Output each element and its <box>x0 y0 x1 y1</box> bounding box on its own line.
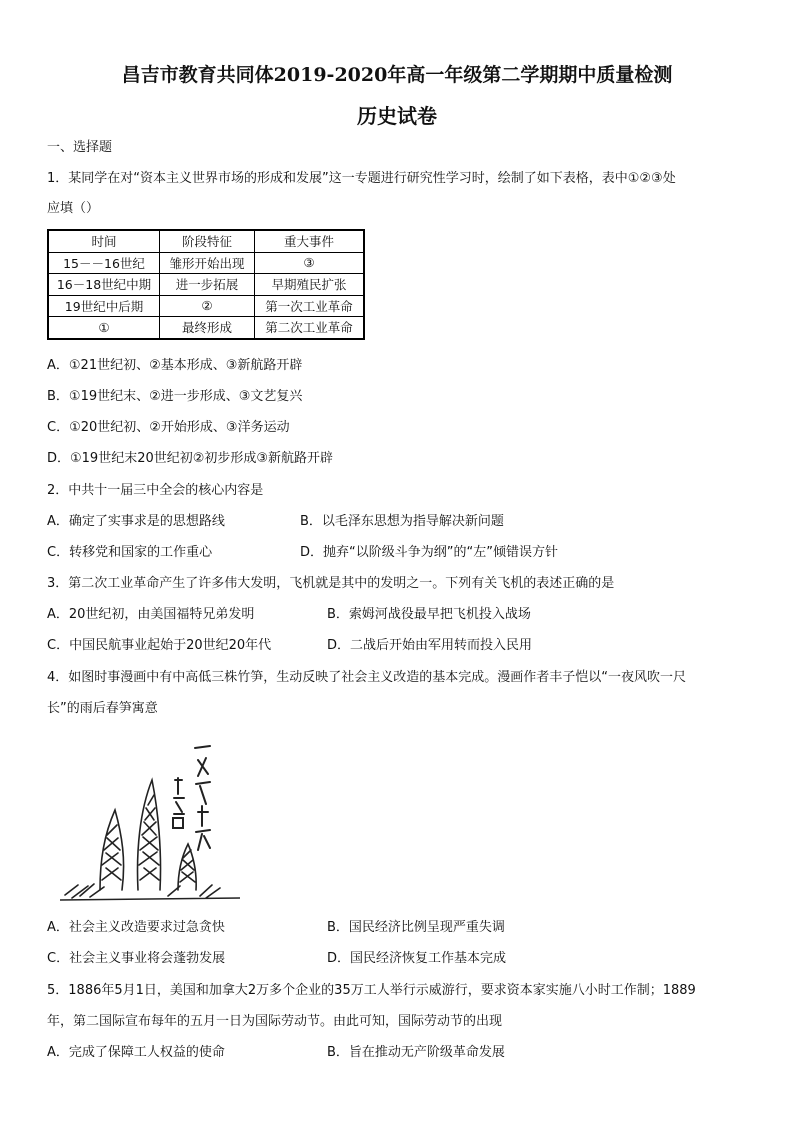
exam-subtitle: 历史试卷 <box>357 104 437 128</box>
q3-option-b[interactable]: B．索姆河战役最早把飞机投入战场 <box>327 607 531 622</box>
q1-option-c[interactable]: C．①20世纪初、②开始形成、③洋务运动 <box>47 420 290 435</box>
q3-option-a[interactable]: A．20世纪初，由美国福特兄弟发明 <box>47 607 255 622</box>
table-row <box>48 252 364 274</box>
table-cell: 15－－16世纪 <box>48 252 160 274</box>
q2-option-a[interactable]: A．确定了实事求是的思想路线 <box>47 514 225 529</box>
q1-option-d[interactable]: D．①19世纪末20世纪初②初步形成③新航路开辟 <box>47 451 334 466</box>
table-cell: ③ <box>255 252 365 274</box>
q4-option-d[interactable]: D．国民经济恢复工作基本完成 <box>327 951 507 966</box>
calligraphy-mark <box>173 746 210 850</box>
q1-option-b[interactable]: B．①19世纪末、②进一步形成、③文艺复兴 <box>47 389 303 404</box>
q1-table <box>47 229 365 340</box>
q2-option-c[interactable]: C．转移党和国家的工作重心 <box>47 545 213 560</box>
q4-option-c[interactable]: C．社会主义事业将会蓬勃发展 <box>47 951 226 966</box>
table-cell: 第一次工业革命 <box>255 295 365 317</box>
bamboo-shoots-drawing <box>60 780 240 900</box>
q1-stem-line2: 应填（） <box>47 201 100 216</box>
table-header-cell: 阶段特征 <box>160 230 255 252</box>
table-header-cell: 时间 <box>48 230 160 252</box>
table-cell: 最终形成 <box>160 317 255 339</box>
q4-stem-line1: 4．如图时事漫画中有中高低三株竹笋，生动反映了社会主义改造的基本完成。漫画作者丰子恺以“一夜风吹一尺 <box>47 670 687 685</box>
q5-option-b[interactable]: B．旨在推动无产阶级革命发展 <box>327 1045 505 1060</box>
table-cell: 早期殖民扩张 <box>255 274 365 296</box>
q5-stem-line2: 年，第二国际宣布每年的五月一日为国际劳动节。由此可知，国际劳动节的出现 <box>47 1014 503 1029</box>
q2-stem: 2．中共十一届三中全会的核心内容是 <box>47 483 264 498</box>
q1-stem-line1: 1．某同学在对“资本主义世界市场的形成和发展”这一专题进行研究性学习时，绘制了如下表格，表中①②③处 <box>47 171 676 186</box>
q5-option-a[interactable]: A．完成了保障工人权益的使命 <box>47 1045 225 1060</box>
table-cell: ① <box>48 317 160 339</box>
table-header-cell: 重大事件 <box>255 230 365 252</box>
table-row <box>48 274 364 296</box>
table-header-row <box>48 230 364 252</box>
q5-stem-line1: 5．1886年5月1日，美国和加拿大2万多个企业的35万工人举行示威游行，要求资本家实施八小时工作制；1889 <box>47 983 696 998</box>
q3-option-d[interactable]: D．二战后开始由军用转而投入民用 <box>327 638 533 653</box>
table-cell: 进一步拓展 <box>160 274 255 296</box>
bamboo-shoot-cartoon <box>60 740 240 905</box>
q1-option-a[interactable]: A．①21世纪初、②基本形成、③新航路开辟 <box>47 358 303 373</box>
q4-option-a[interactable]: A．社会主义改造要求过急贪快 <box>47 920 225 935</box>
q2-option-b[interactable]: B．以毛泽东思想为指导解决新问题 <box>300 514 504 529</box>
q3-option-c[interactable]: C．中国民航事业起始于20世纪20年代 <box>47 638 272 653</box>
section-heading: 一、选择题 <box>47 140 113 155</box>
table-cell: 雏形开始出现 <box>160 252 255 274</box>
table-row <box>48 295 364 317</box>
table-cell: 16－18世纪中期 <box>48 274 160 296</box>
exam-title: 昌吉市教育共同体2019-2020年高一年级第二学期期中质量检测 <box>121 64 673 86</box>
q4-stem-line2: 长”的雨后春笋寓意 <box>47 701 158 716</box>
q3-stem: 3．第二次工业革命产生了许多伟大发明，飞机就是其中的发明之一。下列有关飞机的表述正确的是 <box>47 576 615 591</box>
table-cell: ② <box>160 295 255 317</box>
q4-option-b[interactable]: B．国民经济比例呈现严重失调 <box>327 920 505 935</box>
table-row <box>48 317 364 339</box>
table-cell: 第二次工业革命 <box>255 317 365 339</box>
q2-option-d[interactable]: D．抛弃“以阶级斗争为纲”的“左”倾错误方针 <box>300 545 558 560</box>
table-cell: 19世纪中后期 <box>48 295 160 317</box>
